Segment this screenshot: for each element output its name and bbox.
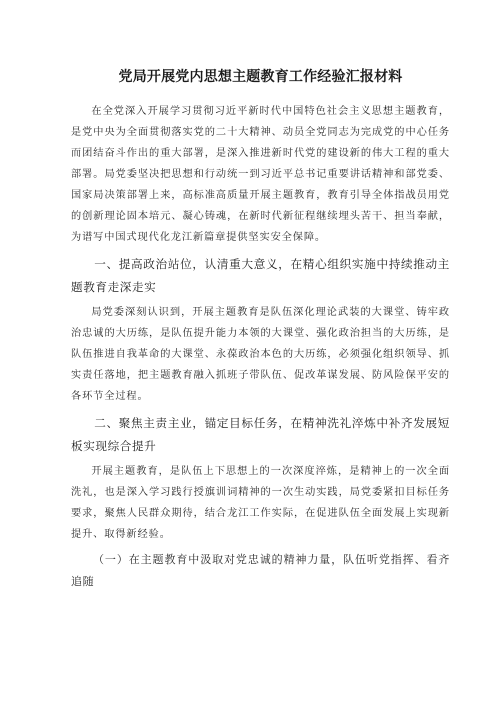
intro-paragraph: 在全党深入开展学习贯彻习近平新时代中国特色社会主义思想主题教育，是党中央为全面贯彻落实党的二十大精神、动员全党同志为完成党的中心任务而团结奋斗作出的重大部署，是深入推进新时代党的建设新的伟大工程的重大部署。局党委坚决把思想和行动统一到习近平总书记重要讲话精神和部党委、国家局决策部署上来，高标准高质量开展主题教育，教育引导全体指战员用党的创新理论固本培元、凝心铸魂，在新时代新征程继续埋头苦干、担当奉献，为谱写中国式现代化龙江新篇章提供坚实安全保障。 bbox=[71, 106, 450, 243]
section-heading-2: 二、聚焦主责主业，锚定目标任务，在精神洗礼淬炼中补齐发展短板实现综合提升 bbox=[71, 416, 450, 453]
document-title: 党局开展党内思想主题教育工作经验汇报材料 bbox=[118, 69, 403, 85]
section-1-paragraph: 局党委深刻认识到，开展主题教育是队伍深化理论武装的大课堂、铸牢政治忠诚的大历练，是队伍提升能力本领的大课堂、强化政治担当的大历练，是队伍推进自我革命的大课堂、永葆政治本色的大历练，必须强化组织领导、抓实责任落地，把主题教育融入抓班子带队伍、促改革谋发展、防风险保平安的各环节全过程。 bbox=[71, 307, 450, 402]
section-heading-1: 一、提高政治站位，认清重大意义，在精心组织实施中持续推动主题教育走深走实 bbox=[71, 257, 450, 294]
subsection-heading-1: （一）在主题教育中汲取对党忠诚的精神力量，队伍听党指挥、看齐追随 bbox=[71, 553, 450, 588]
section-2-paragraph: 开展主题教育，是队伍上下思想上的一次深度淬炼，是精神上的一次全面洗礼，也是深入学习践行授旗训词精神的一次生动实践，局党委紧扣目标任务要求，聚焦人民群众期待，结合龙江工作实际，在促进队伍全面发展上实现新提升、取得新经验。 bbox=[71, 466, 450, 540]
